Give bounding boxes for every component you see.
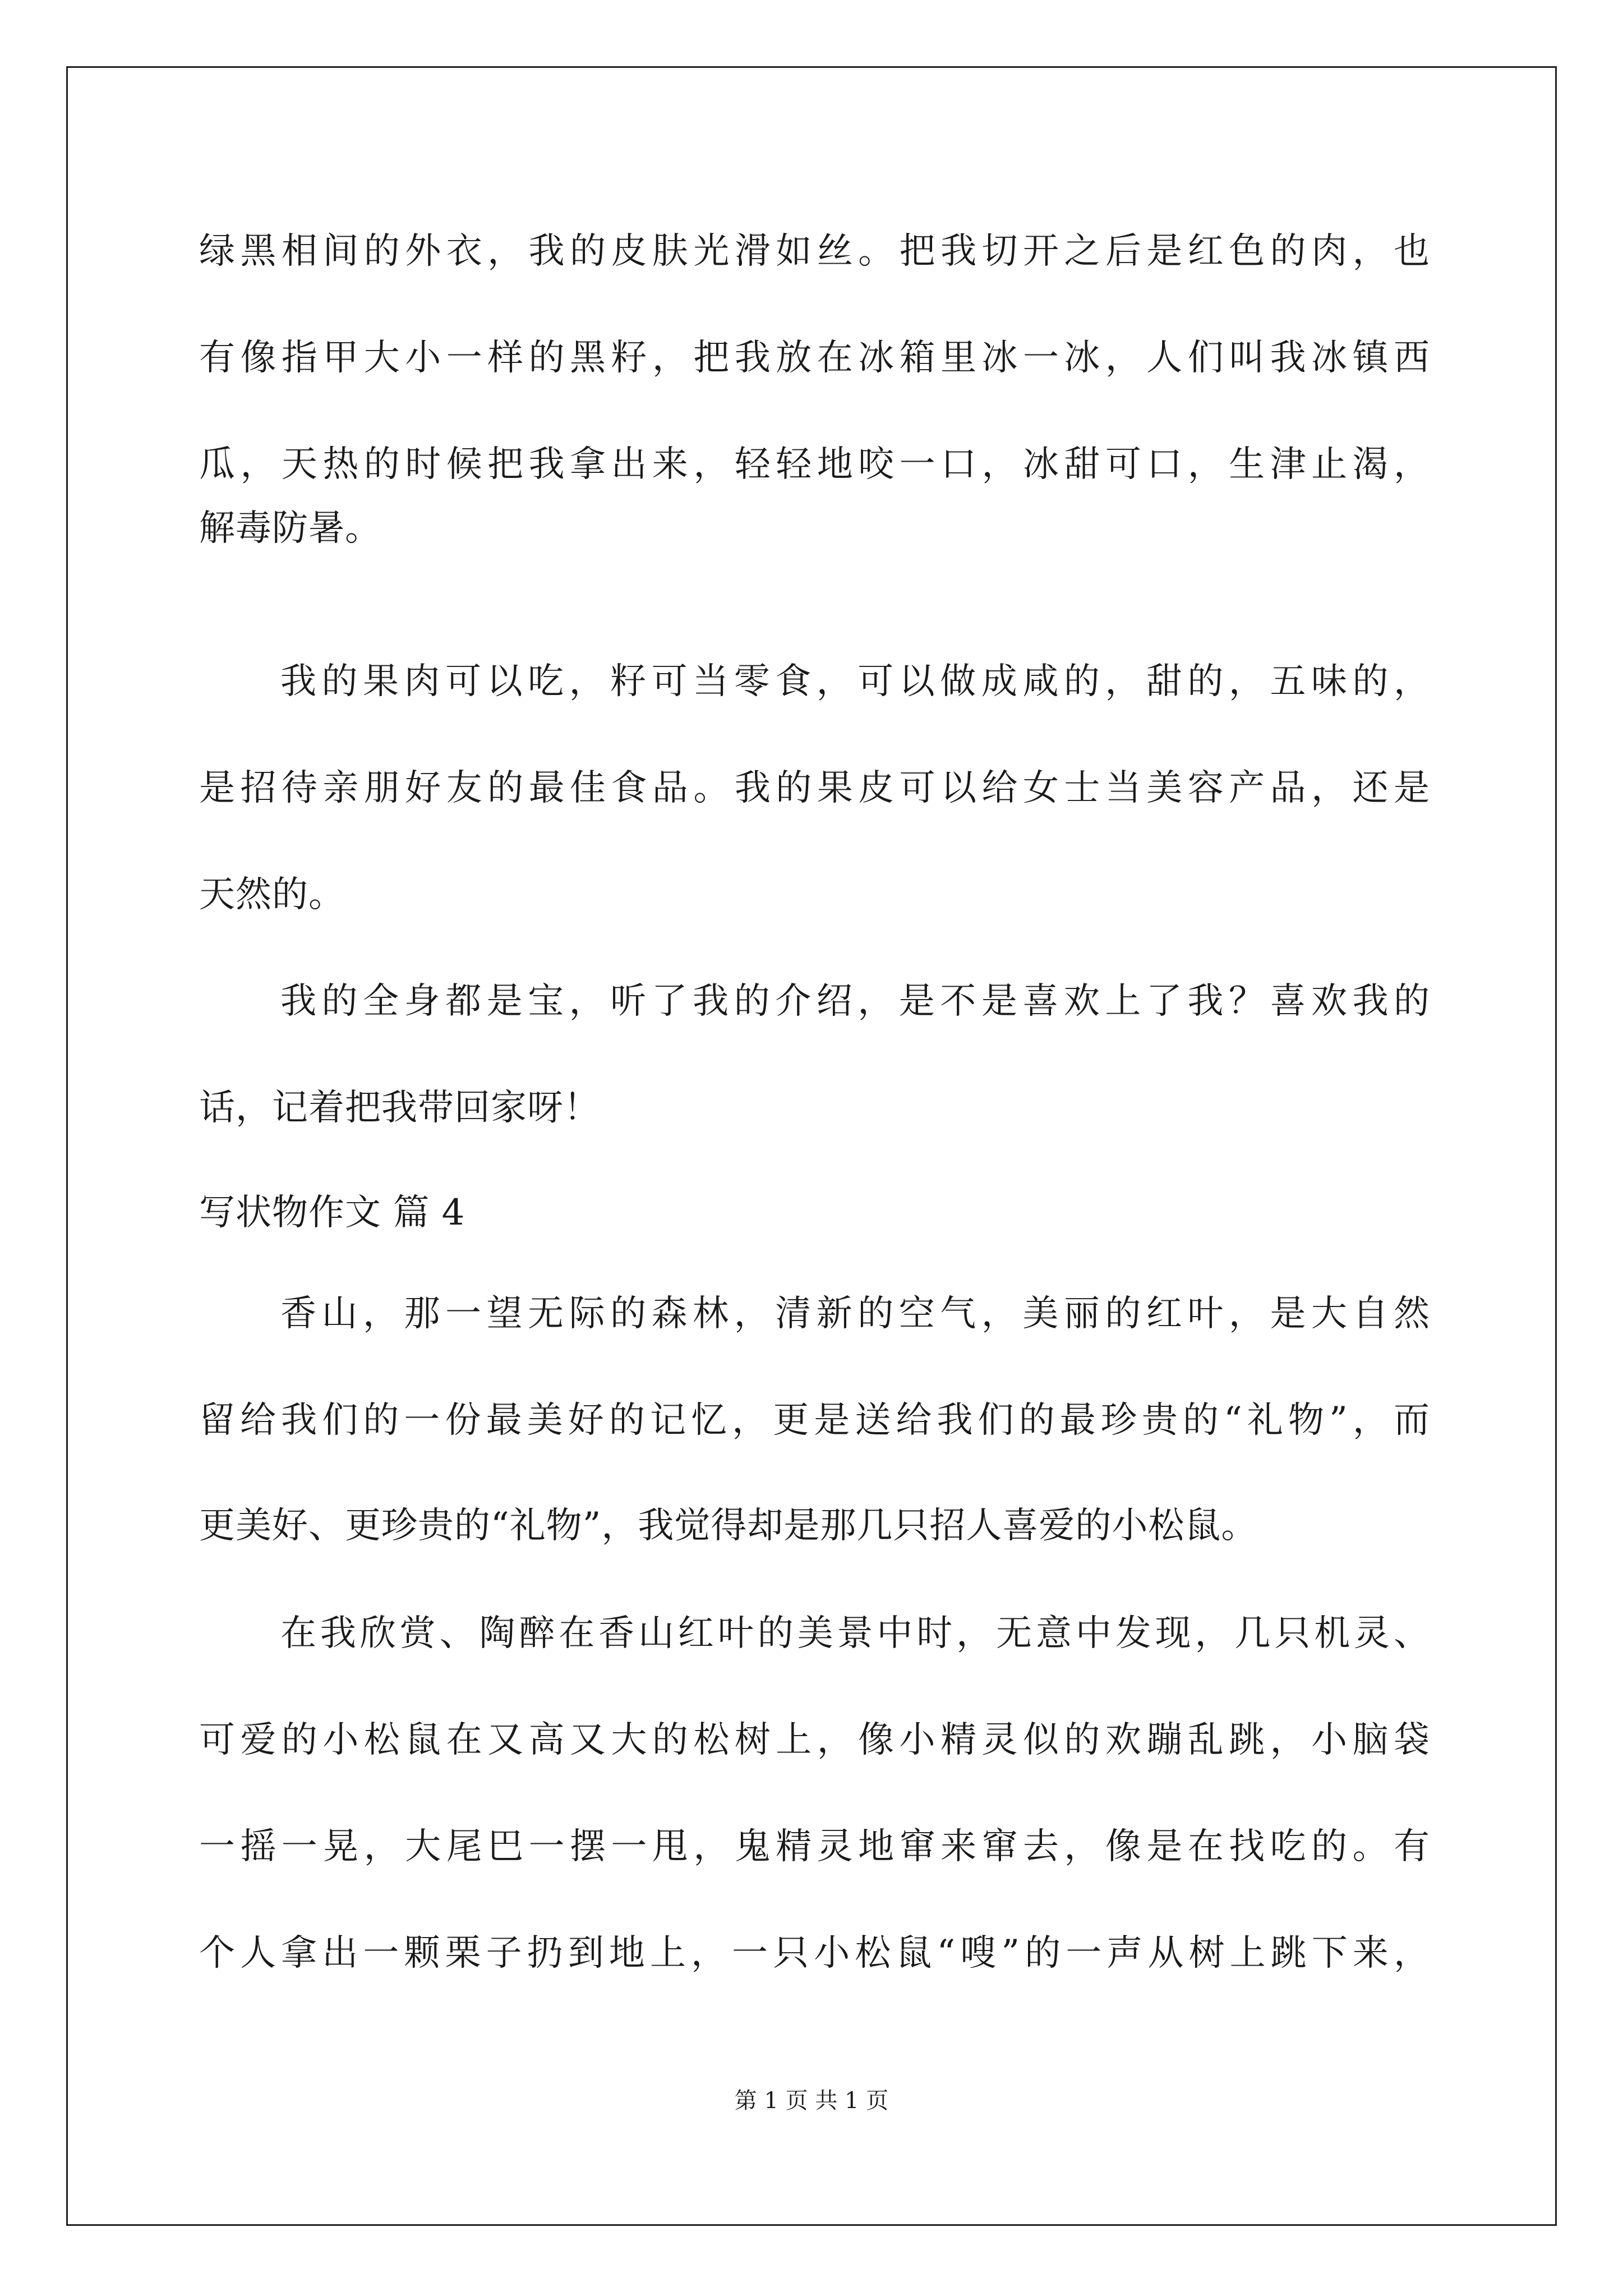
paragraph-2-line-1: 我的果肉可以吃，籽可当零食，可以做成咸的，甜的，五味的，: [280, 661, 1430, 702]
paragraph-1-line-1: 绿黑相间的外衣，我的皮肤光滑如丝。把我切开之后是红色的肉，也: [199, 231, 1430, 272]
paragraph-5-line-3: 一摇一晃，大尾巴一摆一甩，鬼精灵地窜来窜去，像是在找吃的。有: [199, 1826, 1430, 1867]
paragraph-5-line-1: 在我欣赏、陶醉在香山红叶的美景中时，无意中发现，几只机灵、: [280, 1613, 1430, 1654]
paragraph-3-line-2: 话，记着把我带回家呀！: [199, 1087, 600, 1129]
paragraph-1-line-4: 解毒防暑。: [199, 508, 381, 549]
paragraph-1-line-3: 瓜，天热的时候把我拿出来，轻轻地咬一口，冰甜可口，生津止渴，: [199, 444, 1430, 485]
page-border: [66, 66, 1557, 2226]
paragraph-4-line-3: 更美好、更珍贵的“礼物”，我觉得却是那几只招人喜爱的小松鼠。: [199, 1505, 1258, 1547]
paragraph-4-line-2: 留给我们的一份最美好的记忆，更是送给我们的最珍贵的“礼物”，而: [199, 1400, 1430, 1441]
paragraph-4-line-1: 香山，那一望无际的森林，清新的空气，美丽的红叶，是大自然: [280, 1293, 1430, 1335]
page-footer: 第 1 页 共 1 页: [734, 2088, 889, 2114]
paragraph-5-line-2: 可爱的小松鼠在又高又大的松树上，像小精灵似的欢蹦乱跳，小脑袋: [199, 1719, 1430, 1761]
paragraph-1-line-2: 有像指甲大小一样的黑籽，把我放在冰箱里冰一冰，人们叫我冰镇西: [199, 337, 1430, 379]
paragraph-2-line-3: 天然的。: [199, 874, 345, 915]
section-heading: 写状物作文 篇 4: [199, 1192, 465, 1234]
paragraph-5-line-4: 个人拿出一颗栗子扔到地上，一只小松鼠“嗖”的一声从树上跳下来，: [199, 1932, 1430, 1974]
paragraph-2-line-2: 是招待亲朋好友的最佳食品。我的果皮可以给女士当美容产品，还是: [199, 767, 1430, 809]
paragraph-3-line-1: 我的全身都是宝，听了我的介绍，是不是喜欢上了我？喜欢我的: [280, 981, 1430, 1022]
